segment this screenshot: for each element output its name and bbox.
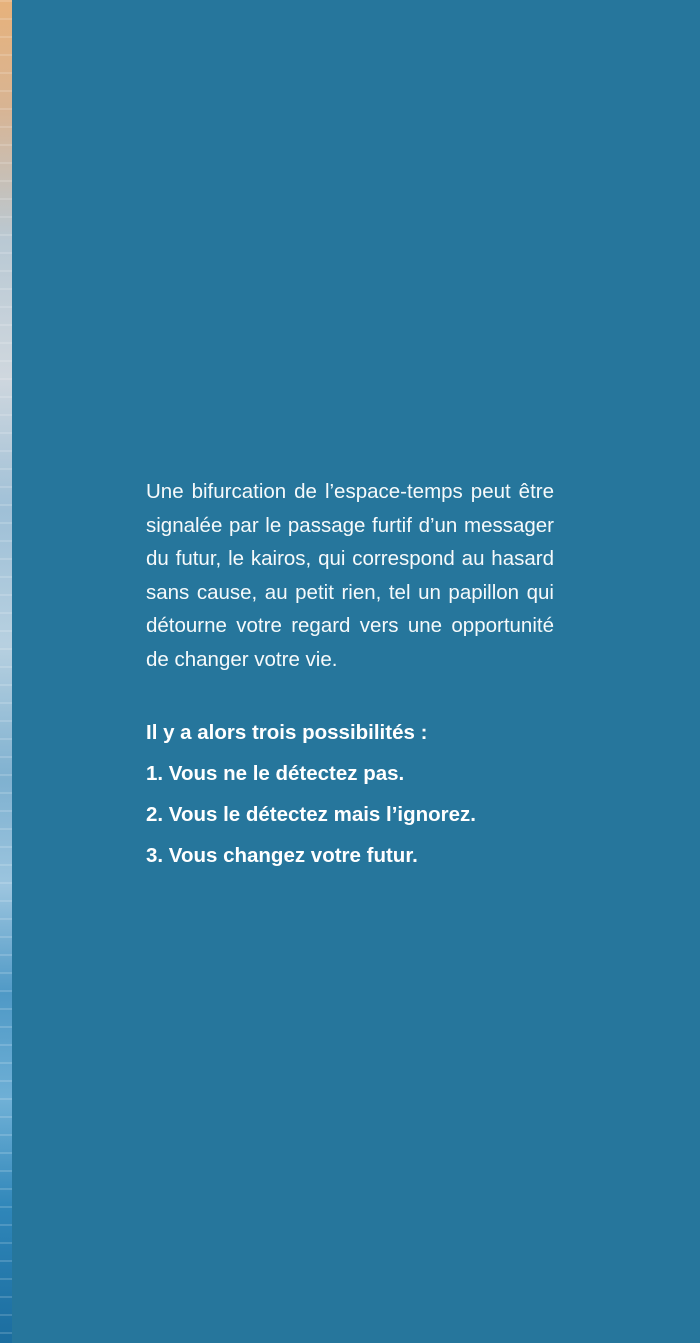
text-block — [146, 475, 554, 880]
possibility-item: 1. Vous ne le détectez pas. — [146, 762, 405, 785]
possibilities-list — [146, 757, 554, 872]
ocean-photo-edge — [0, 0, 12, 1343]
intro-paragraph: Une bifurcation de l’espace-temps peut être signalée par le passage furtif d’un messager du futur, le kairos, qui correspond au hasard sans cause, au petit rien, tel un papillon qui détourne votre regard vers une opportunité de changer votre vie. — [146, 480, 554, 671]
possibility-item: 3. Vous changez votre futur. — [146, 844, 418, 867]
possibility-item: 2. Vous le détectez mais l’ignorez. — [146, 803, 477, 826]
possibilities-heading: Il y a alors trois possibilités : — [146, 721, 428, 744]
